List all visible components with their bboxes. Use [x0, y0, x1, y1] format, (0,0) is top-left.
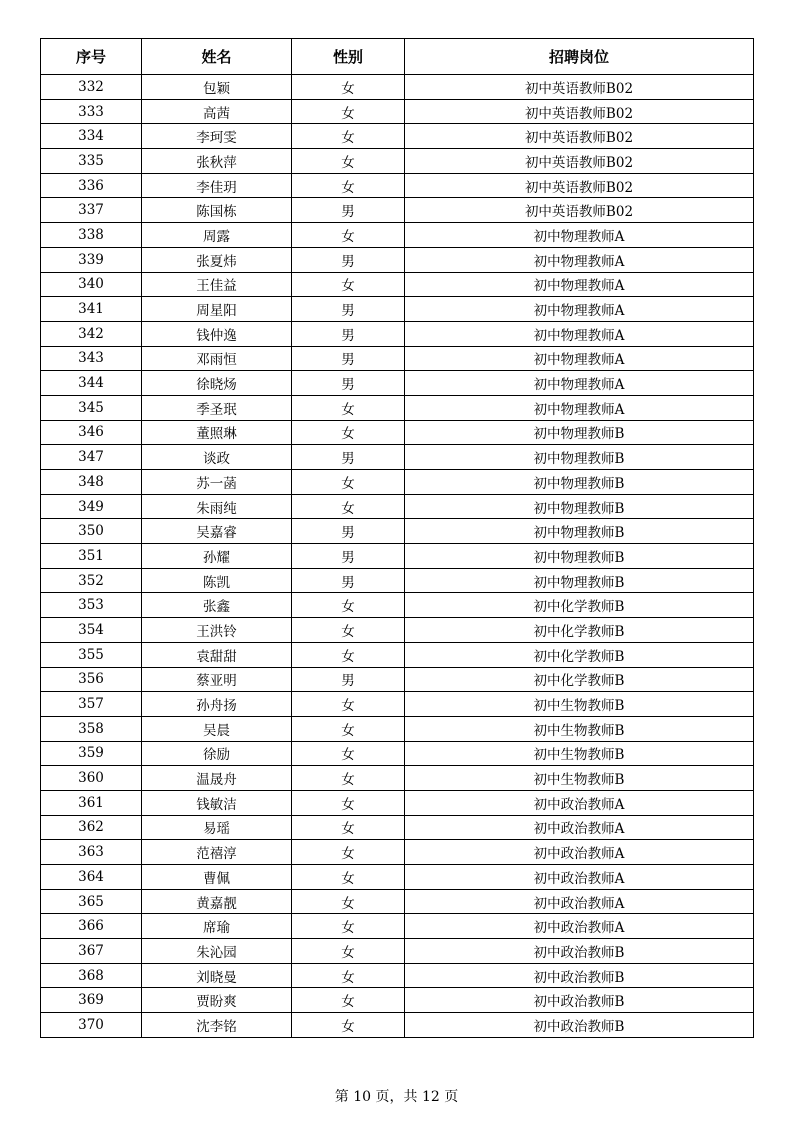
cell-post: 初中英语教师B02 — [405, 173, 754, 198]
table-row — [41, 346, 754, 371]
cell-post: 初中英语教师B02 — [405, 75, 754, 100]
table-row — [41, 494, 754, 519]
cell-seq: 355 — [41, 642, 142, 667]
table-row — [41, 321, 754, 346]
table-row — [41, 568, 754, 593]
table-header — [41, 39, 754, 75]
cell-post: 初中英语教师B02 — [405, 198, 754, 223]
cell-post: 初中生物教师B — [405, 716, 754, 741]
cell-gender: 女 — [292, 741, 405, 766]
cell-gender: 女 — [292, 790, 405, 815]
cell-name: 蔡亚明 — [142, 667, 292, 692]
cell-post: 初中物理教师A — [405, 223, 754, 248]
cell-gender: 女 — [292, 889, 405, 914]
cell-post: 初中化学教师B — [405, 667, 754, 692]
table-row — [41, 544, 754, 569]
cell-name: 谈政 — [142, 445, 292, 470]
table-body — [41, 75, 754, 1038]
cell-post: 初中政治教师B — [405, 1013, 754, 1038]
cell-seq: 349 — [41, 494, 142, 519]
cell-name: 钱仲逸 — [142, 321, 292, 346]
table-row — [41, 223, 754, 248]
cell-post: 初中物理教师A — [405, 346, 754, 371]
cell-name: 吴晨 — [142, 716, 292, 741]
table-row — [41, 297, 754, 322]
cell-seq: 365 — [41, 889, 142, 914]
cell-gender: 男 — [292, 519, 405, 544]
cell-gender: 女 — [292, 124, 405, 149]
cell-gender: 男 — [292, 544, 405, 569]
cell-post: 初中英语教师B02 — [405, 124, 754, 149]
cell-gender: 女 — [292, 766, 405, 791]
cell-name: 邓雨恒 — [142, 346, 292, 371]
table-row — [41, 75, 754, 100]
cell-gender: 女 — [292, 75, 405, 100]
table-row — [41, 963, 754, 988]
cell-post: 初中政治教师A — [405, 865, 754, 890]
cell-name: 孙耀 — [142, 544, 292, 569]
cell-name: 沈李铭 — [142, 1013, 292, 1038]
cell-gender: 女 — [292, 939, 405, 964]
cell-gender: 女 — [292, 914, 405, 939]
cell-name: 曹佩 — [142, 865, 292, 890]
cell-seq: 333 — [41, 99, 142, 124]
cell-seq: 338 — [41, 223, 142, 248]
cell-seq: 348 — [41, 470, 142, 495]
cell-post: 初中物理教师B — [405, 445, 754, 470]
cell-seq: 368 — [41, 963, 142, 988]
cell-seq: 353 — [41, 593, 142, 618]
header-row — [41, 39, 754, 75]
cell-post: 初中生物教师B — [405, 766, 754, 791]
table-row — [41, 692, 754, 717]
cell-name: 范禧淳 — [142, 840, 292, 865]
cell-name: 徐励 — [142, 741, 292, 766]
cell-name: 温晟舟 — [142, 766, 292, 791]
cell-post: 初中物理教师A — [405, 297, 754, 322]
table-row — [41, 790, 754, 815]
cell-post: 初中物理教师A — [405, 272, 754, 297]
table-row — [41, 149, 754, 174]
table-row — [41, 914, 754, 939]
cell-gender: 男 — [292, 198, 405, 223]
cell-gender: 女 — [292, 395, 405, 420]
cell-name: 钱敏洁 — [142, 790, 292, 815]
cell-name: 周露 — [142, 223, 292, 248]
table-row — [41, 371, 754, 396]
cell-gender: 男 — [292, 568, 405, 593]
table-row — [41, 420, 754, 445]
cell-seq: 343 — [41, 346, 142, 371]
cell-gender: 女 — [292, 963, 405, 988]
header-name: 姓名 — [142, 39, 292, 75]
cell-gender: 女 — [292, 1013, 405, 1038]
cell-gender: 男 — [292, 247, 405, 272]
cell-name: 张秋萍 — [142, 149, 292, 174]
table-row — [41, 865, 754, 890]
table-row — [41, 247, 754, 272]
page-footer: 第 10 页，共 12 页 — [334, 1089, 459, 1105]
cell-name: 朱雨纯 — [142, 494, 292, 519]
cell-post: 初中政治教师B — [405, 939, 754, 964]
table-row — [41, 988, 754, 1013]
cell-gender: 男 — [292, 445, 405, 470]
cell-post: 初中英语教师B02 — [405, 99, 754, 124]
table-row — [41, 519, 754, 544]
cell-seq: 362 — [41, 815, 142, 840]
cell-gender: 男 — [292, 321, 405, 346]
cell-seq: 334 — [41, 124, 142, 149]
cell-gender: 女 — [292, 494, 405, 519]
header-gender: 性别 — [292, 39, 405, 75]
cell-post: 初中物理教师B — [405, 420, 754, 445]
table-row — [41, 470, 754, 495]
table-row — [41, 642, 754, 667]
cell-name: 李佳玥 — [142, 173, 292, 198]
cell-seq: 356 — [41, 667, 142, 692]
table-row — [41, 124, 754, 149]
cell-name: 王洪铃 — [142, 618, 292, 643]
cell-name: 徐晓炀 — [142, 371, 292, 396]
cell-post: 初中化学教师B — [405, 593, 754, 618]
cell-seq: 346 — [41, 420, 142, 445]
cell-seq: 332 — [41, 75, 142, 100]
cell-post: 初中生物教师B — [405, 741, 754, 766]
cell-gender: 男 — [292, 346, 405, 371]
cell-name: 董照琳 — [142, 420, 292, 445]
cell-gender: 女 — [292, 988, 405, 1013]
cell-gender: 女 — [292, 692, 405, 717]
cell-post: 初中化学教师B — [405, 618, 754, 643]
cell-post: 初中政治教师A — [405, 889, 754, 914]
cell-seq: 337 — [41, 198, 142, 223]
cell-post: 初中物理教师B — [405, 519, 754, 544]
cell-post: 初中物理教师B — [405, 568, 754, 593]
cell-seq: 364 — [41, 865, 142, 890]
table-row — [41, 272, 754, 297]
cell-gender: 女 — [292, 840, 405, 865]
cell-seq: 369 — [41, 988, 142, 1013]
table-row — [41, 99, 754, 124]
cell-gender: 女 — [292, 593, 405, 618]
cell-name: 王佳益 — [142, 272, 292, 297]
candidate-table — [40, 38, 754, 1038]
cell-name: 易瑶 — [142, 815, 292, 840]
cell-post: 初中物理教师A — [405, 321, 754, 346]
table-row — [41, 741, 754, 766]
cell-post: 初中物理教师B — [405, 544, 754, 569]
cell-gender: 女 — [292, 223, 405, 248]
cell-seq: 361 — [41, 790, 142, 815]
table-row — [41, 939, 754, 964]
cell-name: 高茜 — [142, 99, 292, 124]
table-row — [41, 445, 754, 470]
cell-seq: 352 — [41, 568, 142, 593]
cell-post: 初中物理教师A — [405, 395, 754, 420]
table-row — [41, 716, 754, 741]
cell-post: 初中化学教师B — [405, 642, 754, 667]
cell-post: 初中政治教师A — [405, 914, 754, 939]
cell-gender: 男 — [292, 667, 405, 692]
cell-seq: 366 — [41, 914, 142, 939]
table-row — [41, 198, 754, 223]
cell-name: 陈国栋 — [142, 198, 292, 223]
table-row — [41, 593, 754, 618]
header-seq: 序号 — [41, 39, 142, 75]
header-post: 招聘岗位 — [405, 39, 754, 75]
cell-gender: 女 — [292, 642, 405, 667]
cell-gender: 男 — [292, 297, 405, 322]
cell-name: 陈凯 — [142, 568, 292, 593]
roster-sheet — [40, 38, 753, 1038]
cell-post: 初中生物教师B — [405, 692, 754, 717]
table-row — [41, 395, 754, 420]
cell-gender: 女 — [292, 815, 405, 840]
table-row — [41, 815, 754, 840]
cell-seq: 339 — [41, 247, 142, 272]
cell-gender: 女 — [292, 716, 405, 741]
cell-post: 初中政治教师B — [405, 963, 754, 988]
cell-name: 朱沁园 — [142, 939, 292, 964]
cell-post: 初中政治教师A — [405, 790, 754, 815]
cell-seq: 345 — [41, 395, 142, 420]
cell-name: 苏一菡 — [142, 470, 292, 495]
cell-post: 初中政治教师A — [405, 840, 754, 865]
cell-name: 李珂雯 — [142, 124, 292, 149]
cell-seq: 344 — [41, 371, 142, 396]
cell-name: 张夏炜 — [142, 247, 292, 272]
cell-post: 初中政治教师B — [405, 988, 754, 1013]
cell-seq: 340 — [41, 272, 142, 297]
cell-name: 黄嘉靓 — [142, 889, 292, 914]
cell-name: 吴嘉睿 — [142, 519, 292, 544]
cell-post: 初中物理教师A — [405, 371, 754, 396]
cell-seq: 342 — [41, 321, 142, 346]
cell-gender: 女 — [292, 618, 405, 643]
table-row — [41, 1013, 754, 1038]
cell-name: 周星阳 — [142, 297, 292, 322]
cell-seq: 360 — [41, 766, 142, 791]
cell-name: 袁甜甜 — [142, 642, 292, 667]
cell-seq: 350 — [41, 519, 142, 544]
cell-name: 席瑜 — [142, 914, 292, 939]
cell-name: 刘晓曼 — [142, 963, 292, 988]
cell-name: 包颖 — [142, 75, 292, 100]
cell-seq: 351 — [41, 544, 142, 569]
cell-gender: 男 — [292, 371, 405, 396]
table-row — [41, 889, 754, 914]
cell-seq: 336 — [41, 173, 142, 198]
cell-gender: 女 — [292, 865, 405, 890]
cell-seq: 370 — [41, 1013, 142, 1038]
table-row — [41, 618, 754, 643]
cell-seq: 357 — [41, 692, 142, 717]
cell-post: 初中物理教师A — [405, 247, 754, 272]
table-row — [41, 766, 754, 791]
cell-seq: 367 — [41, 939, 142, 964]
cell-gender: 女 — [292, 99, 405, 124]
cell-seq: 363 — [41, 840, 142, 865]
cell-seq: 354 — [41, 618, 142, 643]
cell-seq: 341 — [41, 297, 142, 322]
cell-gender: 女 — [292, 470, 405, 495]
cell-gender: 女 — [292, 272, 405, 297]
cell-gender: 女 — [292, 420, 405, 445]
cell-seq: 359 — [41, 741, 142, 766]
cell-gender: 女 — [292, 149, 405, 174]
cell-seq: 347 — [41, 445, 142, 470]
table-row — [41, 667, 754, 692]
table-row — [41, 173, 754, 198]
cell-name: 张鑫 — [142, 593, 292, 618]
cell-seq: 335 — [41, 149, 142, 174]
cell-post: 初中物理教师B — [405, 470, 754, 495]
cell-gender: 女 — [292, 173, 405, 198]
cell-post: 初中物理教师B — [405, 494, 754, 519]
cell-post: 初中英语教师B02 — [405, 149, 754, 174]
cell-name: 季圣珉 — [142, 395, 292, 420]
cell-name: 孙舟扬 — [142, 692, 292, 717]
cell-seq: 358 — [41, 716, 142, 741]
cell-name: 贾盼爽 — [142, 988, 292, 1013]
cell-post: 初中政治教师A — [405, 815, 754, 840]
table-row — [41, 840, 754, 865]
